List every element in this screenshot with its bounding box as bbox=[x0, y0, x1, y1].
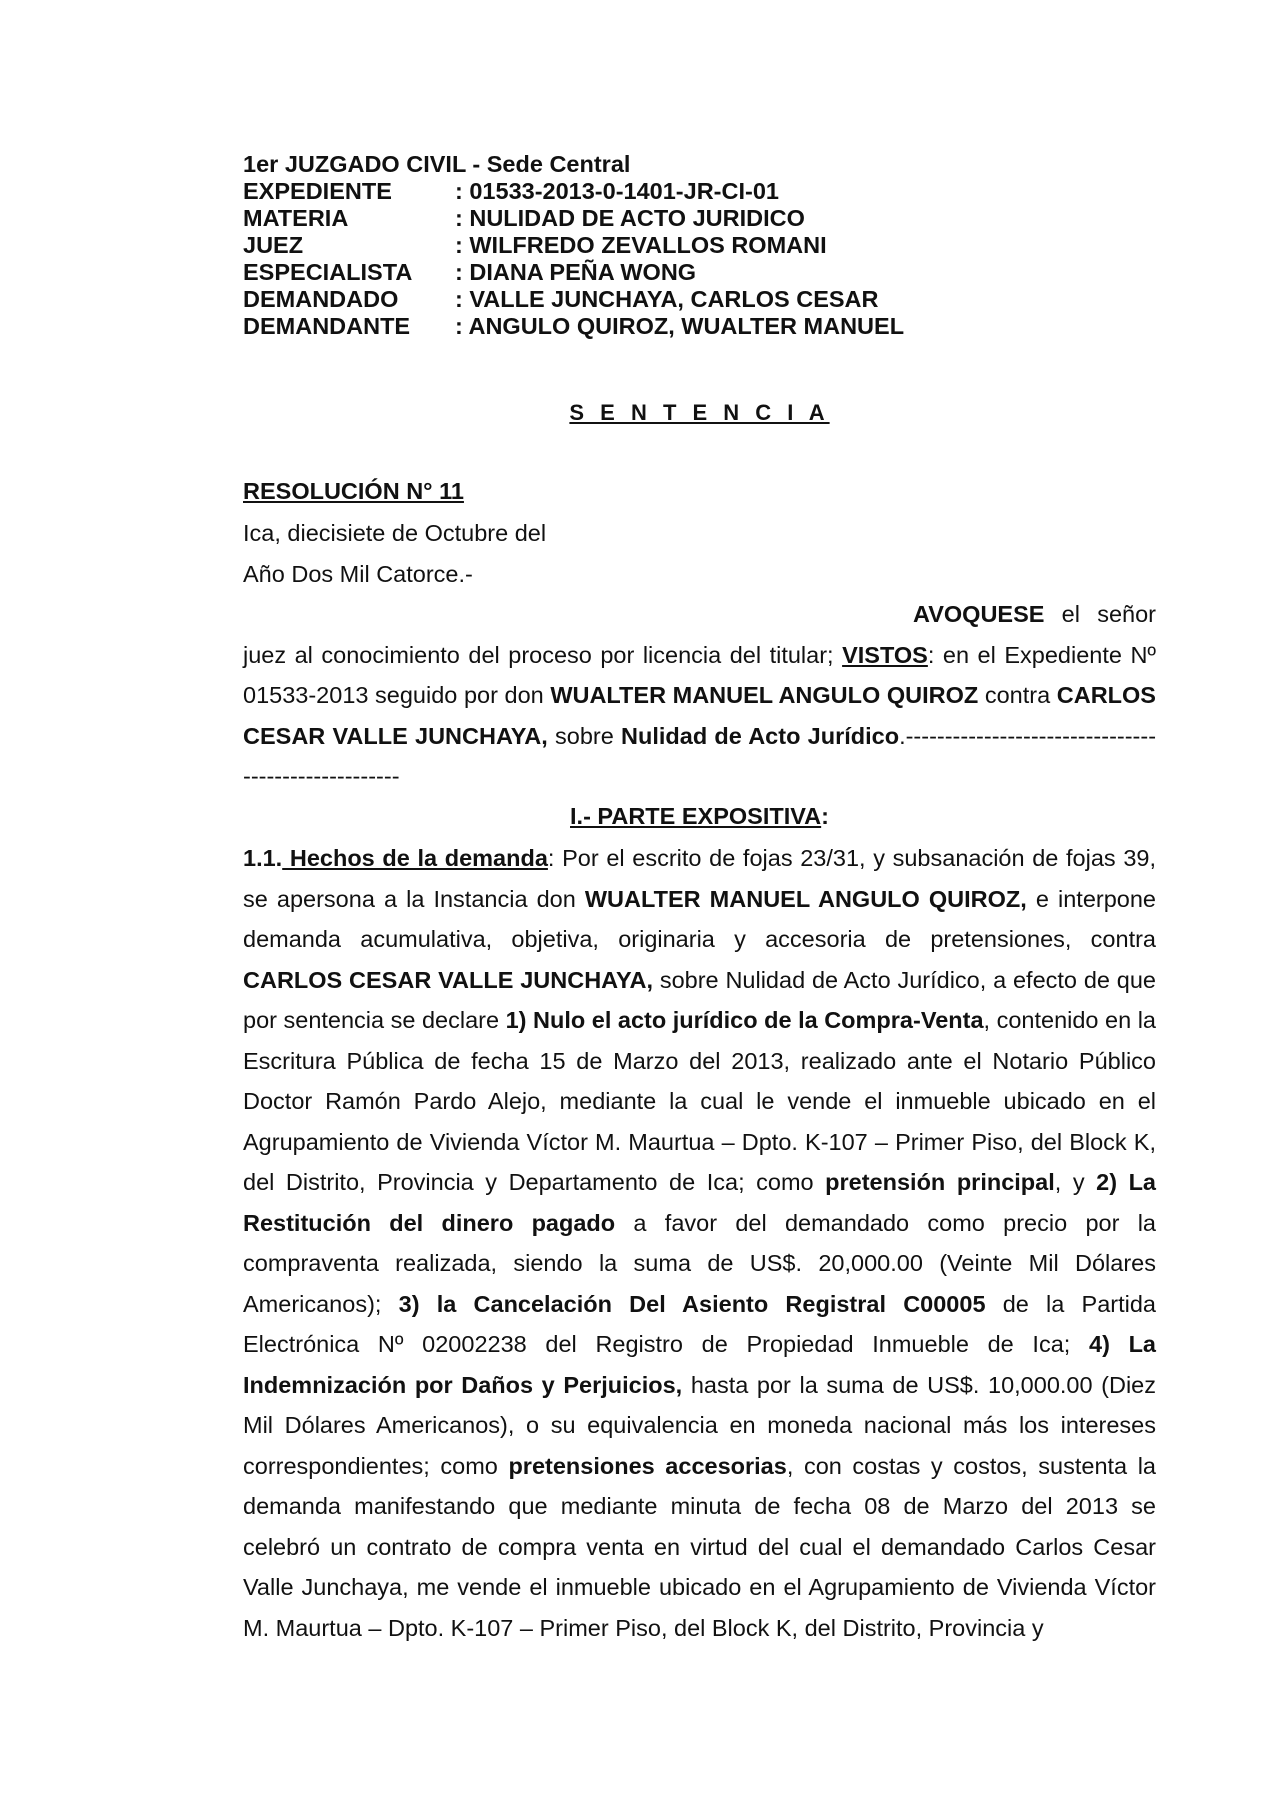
body-text: e interpone demanda acumulativa, objetiva, originaria y accesoria de pretensiones, contra bbox=[243, 885, 1157, 952]
header-row-demandante bbox=[243, 313, 1143, 340]
header-value: : 01533-2013-0-1401-JR-CI-01 bbox=[455, 178, 779, 204]
header-value: : VALLE JUNCHAYA, CARLOS CESAR bbox=[455, 286, 879, 312]
underlined-bold-text: Hechos de la demanda bbox=[282, 845, 548, 871]
section-title bbox=[243, 801, 1156, 831]
header-label: EXPEDIENTE bbox=[243, 178, 392, 204]
header-label: ESPECIALISTA bbox=[243, 259, 413, 285]
body-text: sobre bbox=[547, 722, 622, 749]
resolution-number: RESOLUCIÓN N° 11 bbox=[243, 478, 464, 504]
bold-text: 4) La Indemnización por Daños y Perjuicios, bbox=[243, 1331, 1156, 1398]
bold-text: WUALTER MANUEL ANGULO QUIROZ, bbox=[584, 885, 1027, 912]
header-value: : DIANA PEÑA WONG bbox=[455, 259, 697, 285]
body-text: , contenido en la Escritura Pública de fecha 15 de Marzo del 2013, realizado ante el Notario Público Doctor Ramón Pardo Alejo, mediante la cual le vende el inmueble ubicado en el Agrupamiento de Vivienda Víctor M. Maurtua – Dpto. K-107 – Primer Piso, del Block K, del Distrito, Provincia y Departamento de Ica; como bbox=[243, 1007, 1156, 1195]
date-line-1: Ica, diecisiete de Octubre del bbox=[243, 520, 547, 546]
bold-text: 1) Nulo el acto jurídico de la Compra-Venta bbox=[505, 1007, 984, 1033]
bold-text: CARLOS CESAR VALLE JUNCHAYA, bbox=[243, 682, 1156, 749]
body-text: : Por el escrito de fojas 23/31, y subsanación de fojas 39, se apersona a la Instancia don bbox=[243, 845, 1156, 912]
paragraph-vistos bbox=[243, 594, 1156, 797]
section-title-text: I.- PARTE EXPOSITIVA bbox=[570, 803, 822, 829]
case-header bbox=[243, 151, 1143, 340]
body-text: a favor del demandado como precio por la compraventa realizada, siendo la suma de US$. 20,000.00 (Veinte Mil Dólares Americanos); bbox=[243, 1209, 1156, 1317]
header-label: MATERIA bbox=[243, 205, 349, 231]
header-row-juez bbox=[243, 232, 1143, 259]
bold-text: 3) la Cancelación Del Asiento Registral C00005 bbox=[398, 1290, 986, 1317]
body-text: de la Partida Electrónica Nº 02002238 del Registro de Propiedad Inmueble de Ica; bbox=[243, 1290, 1156, 1357]
bold-text: 2) La Restitución del dinero pagado bbox=[243, 1169, 1157, 1236]
bold-text: AVOQUESE bbox=[913, 601, 1045, 627]
body-text: contra bbox=[978, 682, 1057, 708]
header-row-expediente bbox=[243, 178, 1143, 205]
bold-text: pretensión principal bbox=[825, 1169, 1055, 1195]
body-text: , y bbox=[1054, 1169, 1097, 1195]
header-value: : ANGULO QUIROZ, WUALTER MANUEL bbox=[455, 313, 905, 339]
bold-text: pretensiones accesorias bbox=[508, 1452, 787, 1479]
header-row-materia bbox=[243, 205, 1143, 232]
header-label: DEMANDANTE bbox=[243, 313, 411, 339]
dash-filler: .---------------------------------------------------- bbox=[243, 722, 1157, 789]
body-text: : en el Expediente Nº 01533-2013 seguido por don bbox=[243, 641, 1156, 708]
bold-text: Nulidad de Acto Jurídico bbox=[621, 722, 900, 749]
header-row-especialista bbox=[243, 259, 1143, 286]
paragraph-hechos bbox=[243, 838, 1156, 1648]
document-title: S E N T E N C I A bbox=[569, 400, 830, 425]
bold-text: CARLOS CESAR VALLE JUNCHAYA, bbox=[243, 966, 654, 993]
date-line-2: Año Dos Mil Catorce.- bbox=[243, 561, 473, 587]
body-text: el señor juez al conocimiento del proceso por licencia del titular; bbox=[243, 601, 1156, 668]
header-label: DEMANDADO bbox=[243, 286, 399, 312]
body-text: sobre Nulidad de Acto Jurídico, a efecto de que por sentencia se declare bbox=[243, 966, 1156, 1033]
underlined-bold-text: VISTOS bbox=[842, 641, 928, 668]
bold-text: 1.1. bbox=[243, 845, 283, 871]
bold-text: WUALTER MANUEL ANGULO QUIROZ bbox=[550, 682, 979, 708]
header-row-demandado bbox=[243, 286, 1143, 313]
body-text: , con costas y costos, sustenta la demanda manifestando que mediante minuta de fecha 08 de Marzo del 2013 se celebró un contrato de compra venta en virtud del cual el demandado Carlos Cesar Valle Junchaya, me vende el inmueble ubicado en el Agrupamiento de Vivienda Víctor M. Maurtua – Dpto. K-107 – Primer Piso, del Block K, del Distrito, Provincia y bbox=[243, 1452, 1156, 1641]
court-name: 1er JUZGADO CIVIL - Sede Central bbox=[243, 151, 631, 177]
header-value: : WILFREDO ZEVALLOS ROMANI bbox=[455, 232, 827, 258]
header-label: JUEZ bbox=[243, 232, 304, 258]
header-value: : NULIDAD DE ACTO JURIDICO bbox=[455, 205, 805, 231]
body-text: hasta por la suma de US$. 10,000.00 (Diez Mil Dólares Americanos), o su equivalencia en moneda nacional más los intereses correspondientes; como bbox=[243, 1371, 1156, 1479]
section-title-colon: : bbox=[821, 803, 829, 829]
